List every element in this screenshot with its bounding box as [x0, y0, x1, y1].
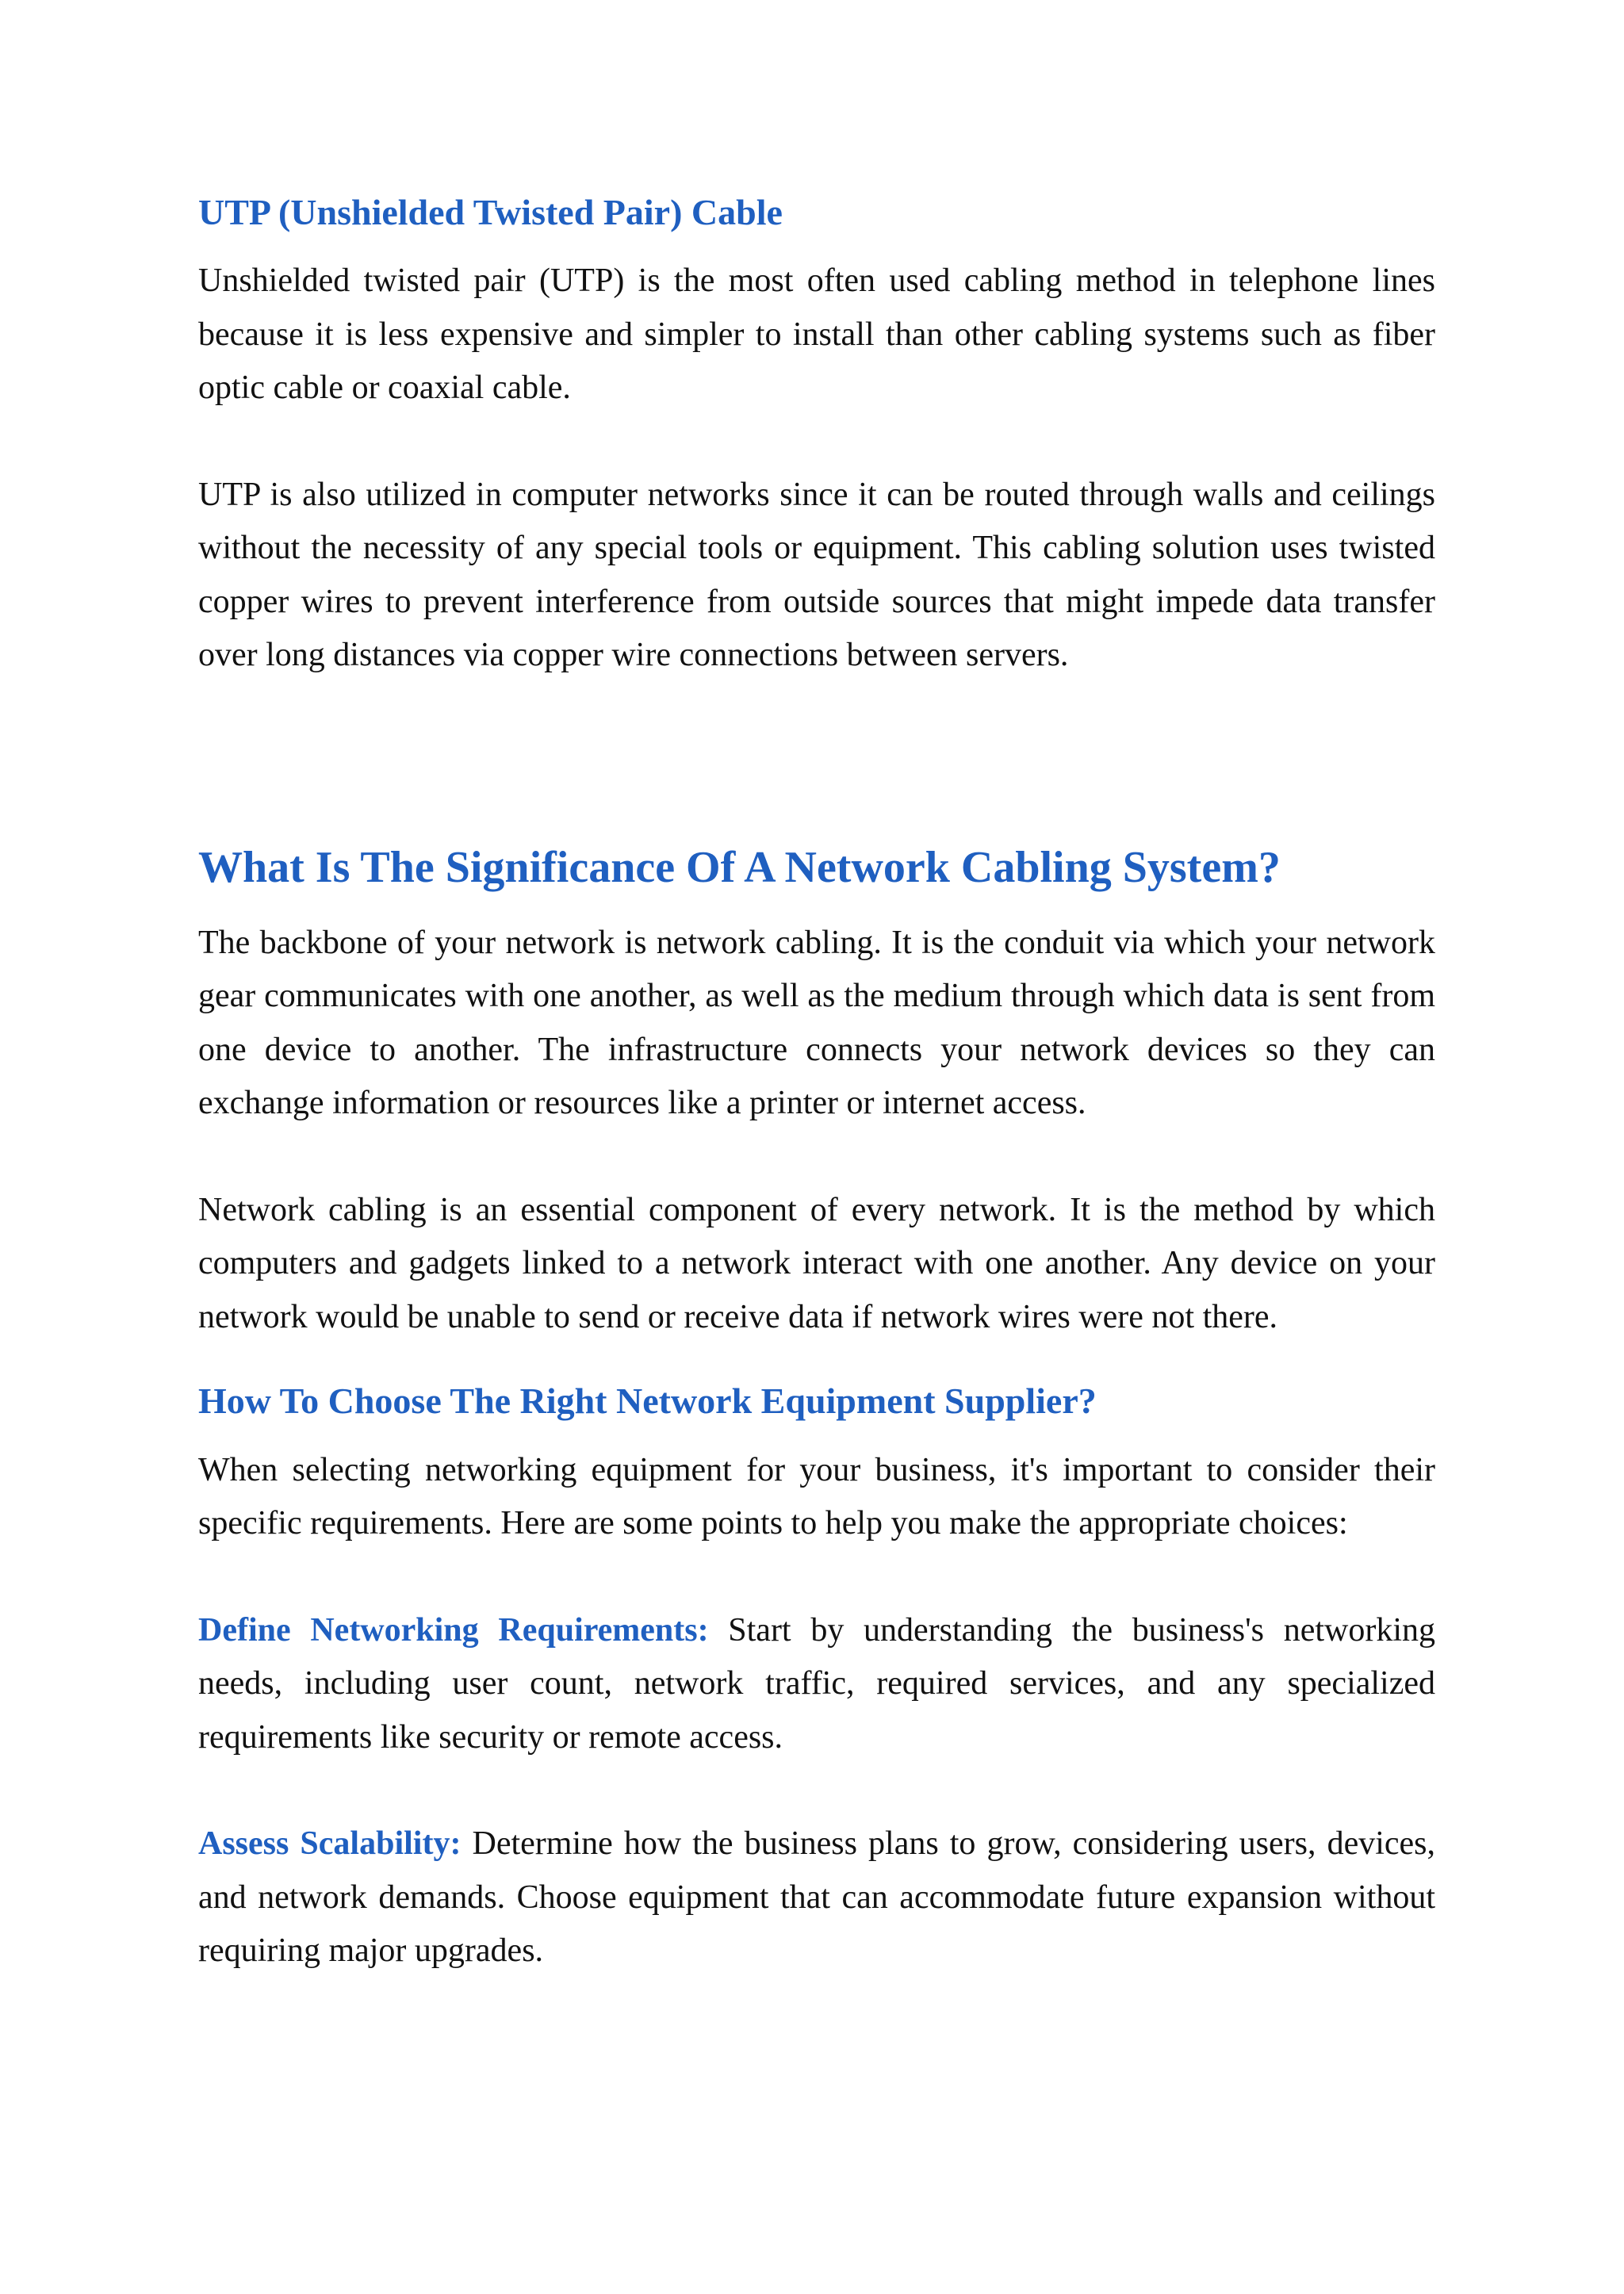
- supplier-item-requirements: [198, 1604, 1435, 1765]
- supplier-intro: When selecting networking equipment for your business, it's important to consider their specific requirements. Here are some points to help you make the appropriate choices:: [198, 1451, 1435, 1542]
- supplier-item-label: Assess Scalability:: [198, 1825, 462, 1863]
- supplier-item-scalability: [198, 1817, 1435, 1978]
- supplier-item-text: Determine how the business plans to grow, considering users, devices, and network demands. Choose equipment that can accommodate future expansion without requiring major upgrades.: [198, 1825, 1436, 1970]
- document-page: [198, 190, 1435, 1978]
- significance-heading: What Is The Significance Of A Network Cabling System?: [198, 842, 1281, 892]
- utp-paragraph-2: UTP is also utilized in computer networks since it can be routed through walls and ceilings without the necessity of any special tools or equipment. This cabling solution uses twisted copper wires to prevent interference from outside sources that might impede data transfer over long distances via copper wire connections between servers.: [198, 476, 1435, 674]
- supplier-heading: How To Choose The Right Network Equipment Supplier?: [198, 1381, 1097, 1422]
- significance-paragraph-1: The backbone of your network is network cabling. It is the conduit via which your network gear communicates with one another, as well as the medium through which data is sent from one device to another. The infrastructure connects your network devices so they can exchange information or resources like a printer or internet access.: [198, 924, 1435, 1122]
- utp-paragraph-1: Unshielded twisted pair (UTP) is the most often used cabling method in telephone lines because it is less expensive and simpler to install than other cabling systems such as fiber optic cable or coaxial cable.: [198, 262, 1435, 407]
- significance-paragraph-2: Network cabling is an essential component of every network. It is the method by which computers and gadgets linked to a network interact with one another. Any device on your network would be unable to send or receive data if network wires were not there.: [198, 1191, 1435, 1335]
- supplier-item-text: Start by understanding the business's networking needs, including user count, network traffic, required services, and any specialized requirements like security or remote access.: [198, 1611, 1435, 1756]
- utp-heading: UTP (Unshielded Twisted Pair) Cable: [198, 192, 783, 232]
- supplier-item-label: Define Networking Requirements:: [198, 1611, 709, 1649]
